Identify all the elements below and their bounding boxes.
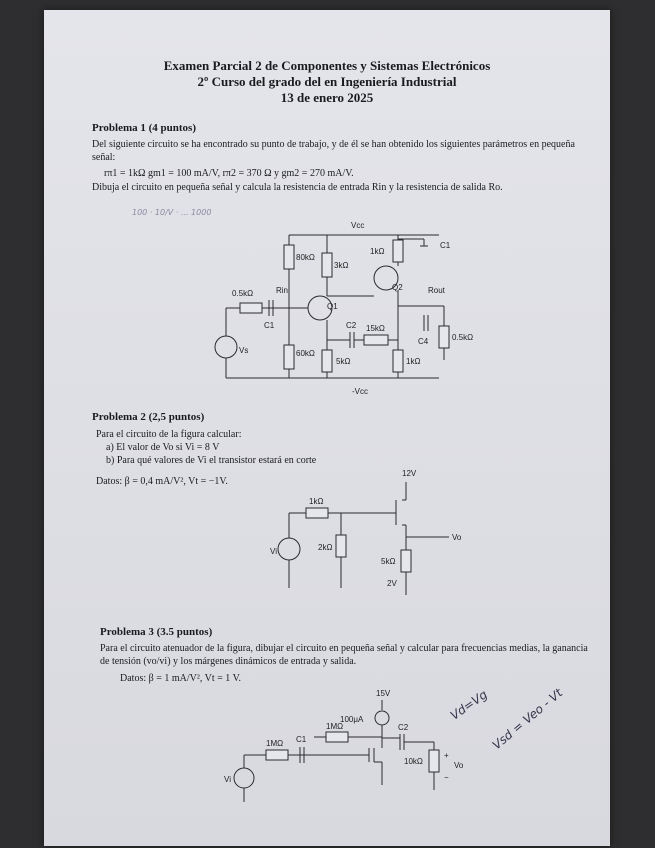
svg-text:0.5kΩ: 0.5kΩ	[232, 289, 254, 298]
svg-text:Vi: Vi	[270, 547, 277, 556]
resistor-10k	[429, 750, 439, 772]
svg-text:10kΩ: 10kΩ	[404, 757, 423, 766]
svg-text:+: +	[444, 751, 449, 760]
svg-text:3kΩ: 3kΩ	[334, 261, 349, 270]
svg-text:Vi: Vi	[224, 775, 231, 784]
problem3-data: Datos: β = 1 mA/V², Vt = 1 V.	[120, 673, 242, 684]
label-vee: -Vcc	[352, 387, 368, 396]
problem1-statement: Del siguiente circuito se ha encontrado su punto de trabajo, y de él se han obtenido los siguientes parámetros en pequeña señal:	[92, 139, 575, 163]
problem2-title: Problema 2 (2,5 puntos)	[92, 411, 205, 423]
svg-text:C4: C4	[418, 337, 429, 346]
problem3-title: Problema 3 (3.5 puntos)	[100, 626, 213, 638]
svg-text:Rout: Rout	[428, 286, 445, 295]
svg-text:C1: C1	[440, 241, 451, 250]
svg-text:C1: C1	[264, 321, 275, 330]
resistor-1m-a	[266, 750, 288, 760]
svg-text:C2: C2	[398, 723, 409, 732]
problem2-data: Datos: β = 0,4 mA/V², Vt = −1V.	[96, 476, 228, 487]
svg-text:C1: C1	[296, 735, 307, 744]
svg-text:5kΩ: 5kΩ	[336, 357, 351, 366]
svg-text:Vo: Vo	[454, 761, 464, 770]
exam-sheet	[44, 10, 610, 846]
problem1-task: Dibuja el circuito en pequeña señal y calcula la resistencia de entrada Rin y la resistencia de salida Ro.	[92, 182, 503, 193]
svg-text:1MΩ: 1MΩ	[326, 722, 344, 731]
svg-text:15V: 15V	[376, 689, 391, 698]
svg-text:2kΩ: 2kΩ	[318, 543, 333, 552]
svg-text:80kΩ: 80kΩ	[296, 253, 315, 262]
svg-text:−: −	[444, 773, 449, 782]
exam-title: Examen Parcial 2 de Componentes y Sistemas Electrónicos	[163, 58, 491, 73]
problem2-statement: Para el circuito de la figura calcular:	[96, 429, 242, 440]
svg-text:100μA: 100μA	[340, 715, 364, 724]
problem2-part-a: a) El valor de Vo si Vi = 8 V	[106, 442, 220, 453]
voltage-source-vi-3	[234, 768, 254, 788]
svg-text:1kΩ: 1kΩ	[309, 497, 324, 506]
svg-text:12V: 12V	[402, 469, 417, 478]
svg-text:Vs: Vs	[239, 346, 249, 355]
svg-text:15kΩ: 15kΩ	[366, 324, 385, 333]
svg-text:1kΩ: 1kΩ	[406, 357, 421, 366]
svg-text:Vo: Vo	[452, 533, 462, 542]
label-vcc: Vcc	[351, 221, 365, 230]
svg-text:Q1: Q1	[327, 302, 338, 311]
svg-text:Q2: Q2	[392, 283, 403, 292]
date-line: 13 de enero 2025	[280, 90, 374, 105]
svg-text:C2: C2	[346, 321, 357, 330]
handwritten-note-3: Vsd = Veo - Vt	[489, 685, 566, 753]
svg-text:5kΩ: 5kΩ	[381, 557, 396, 566]
handwritten-note-1: 100 · 10/V · ... 1000	[132, 208, 212, 217]
svg-text:0.5kΩ: 0.5kΩ	[452, 333, 474, 342]
svg-text:2V: 2V	[387, 579, 397, 588]
handwritten-note-2: Vd=Vg	[447, 687, 490, 723]
resistor-1m-b	[326, 732, 348, 742]
problem3-statement: Para el circuito atenuador de la figura, dibujar el circuito en pequeña señal y calcular para frecuencias medias, la ganancia de tensión (vo/vi) y los márgenes dinámicos de entrada y salida.	[100, 643, 588, 667]
problem1-params: rπ1 = 1kΩ gm1 = 100 mA/V, rπ2 = 370 Ω y gm2 = 270 mA/V.	[104, 168, 354, 179]
problem1-title: Problema 1 (4 puntos)	[92, 122, 196, 134]
course-line: 2º Curso del grado del en Ingeniería Industrial	[197, 74, 457, 89]
svg-text:1kΩ: 1kΩ	[370, 247, 385, 256]
svg-text:Rin: Rin	[276, 286, 289, 295]
problem2-part-b: b) Para qué valores de Vi el transistor estará en corte	[106, 455, 317, 466]
current-source-100ua	[375, 711, 389, 725]
svg-text:1MΩ: 1MΩ	[266, 739, 284, 748]
svg-text:60kΩ: 60kΩ	[296, 349, 315, 358]
